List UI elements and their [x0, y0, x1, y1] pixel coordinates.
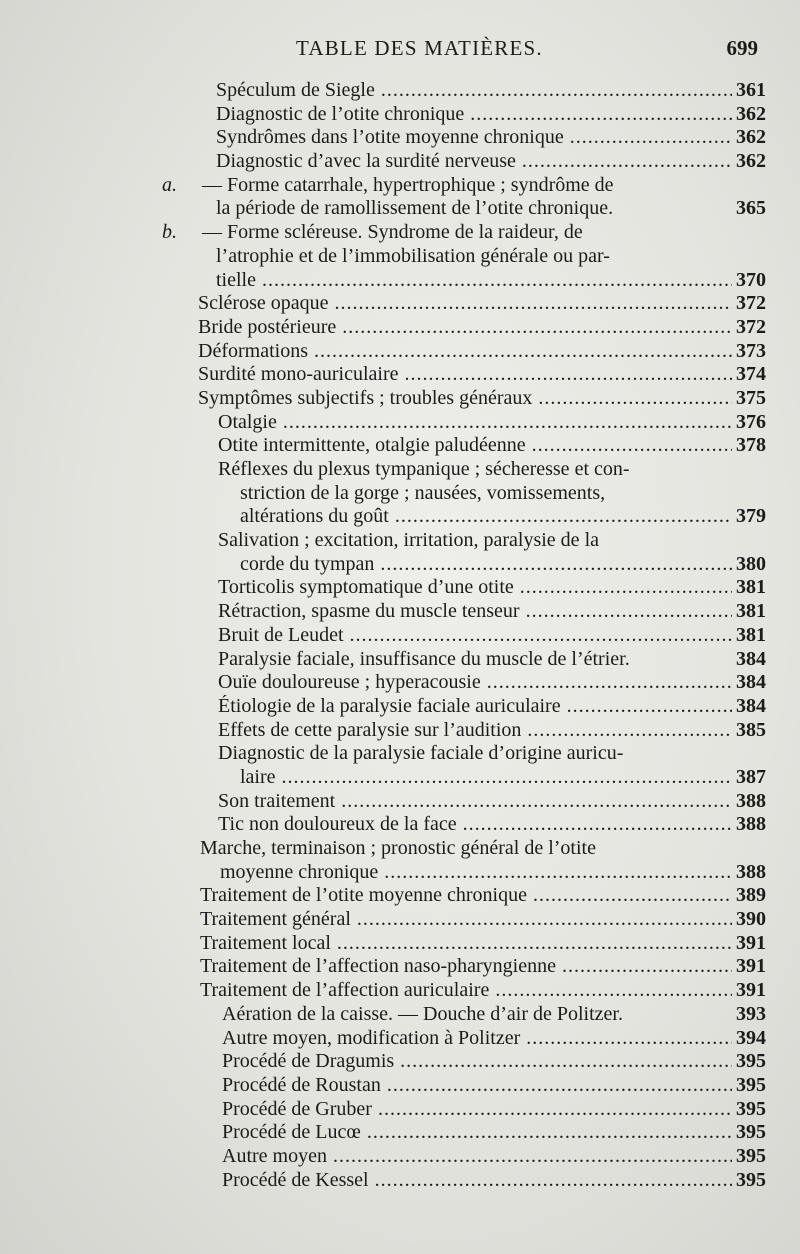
toc-line: [0, 979, 800, 1003]
toc-entry-text: Diagnostic de l’otite chronique .....: [216, 103, 732, 127]
toc-line: [0, 529, 800, 553]
toc-line: [0, 103, 800, 127]
toc-line: [0, 197, 800, 221]
toc-entry-text: Rétraction, spasme du muscle tenseur .....: [218, 600, 732, 624]
toc-entry-text: Son traitement .....: [218, 790, 732, 814]
toc-page-number: 381: [736, 600, 766, 623]
toc-line: [0, 363, 800, 387]
table-of-contents: [0, 79, 800, 1192]
toc-entry-text: Procédé de Kessel .....: [222, 1169, 732, 1193]
toc-entry-text: corde du tympan .....: [240, 553, 732, 577]
toc-line: [0, 955, 800, 979]
toc-page-number: 395: [736, 1073, 766, 1096]
toc-line: [0, 837, 800, 861]
toc-line: [0, 719, 800, 743]
toc-line: [0, 908, 800, 932]
toc-entry-text: Traitement de l’affection naso-pharyngienne .....: [200, 955, 732, 979]
toc-page-number: 374: [736, 363, 766, 386]
toc-page-number: 393: [736, 1002, 766, 1025]
toc-page-number: 365: [736, 197, 766, 220]
toc-line: [0, 150, 800, 174]
toc-line: [0, 648, 800, 672]
toc-entry-text: Bride postérieure .....: [198, 316, 732, 340]
toc-line: [0, 671, 800, 695]
toc-page-number: 362: [736, 102, 766, 125]
toc-line: [0, 695, 800, 719]
toc-page-number: 390: [736, 908, 766, 931]
toc-line: [0, 790, 800, 814]
toc-line: [0, 174, 800, 198]
toc-entry-text: Procédé de Roustan .....: [222, 1074, 732, 1098]
toc-line: [0, 316, 800, 340]
toc-line: [0, 600, 800, 624]
toc-entry-text: Procédé de Lucœ .....: [222, 1121, 732, 1145]
toc-page-number: 375: [736, 386, 766, 409]
toc-line: [0, 1027, 800, 1051]
toc-entry-text: Torticolis symptomatique d’une otite .....: [218, 576, 732, 600]
toc-entry-text: Surdité mono-auriculaire .....: [198, 363, 732, 387]
toc-page-number: 381: [736, 623, 766, 646]
toc-entry-text: Autre moyen, modification à Politzer .....: [222, 1027, 732, 1051]
toc-page-number: 395: [736, 1050, 766, 1073]
toc-page-number: 395: [736, 1144, 766, 1167]
toc-line: [0, 932, 800, 956]
toc-entry-text: la période de ramollissement de l’otite chronique.: [216, 197, 614, 220]
toc-line: [0, 884, 800, 908]
toc-page-number: 387: [736, 765, 766, 788]
toc-line: [0, 458, 800, 482]
toc-page-number: 388: [736, 789, 766, 812]
toc-line: [0, 1121, 800, 1145]
toc-page-number: 395: [736, 1121, 766, 1144]
toc-page-number: 384: [736, 671, 766, 694]
toc-entry-text: — Forme scléreuse. Syndrome de la raideur, de: [202, 221, 583, 244]
toc-entry-text: laire .....: [240, 766, 732, 790]
toc-entry-text: Otite intermittente, otalgie paludéenne .....: [218, 434, 732, 458]
toc-line: [0, 576, 800, 600]
toc-line: [0, 1145, 800, 1169]
toc-line: [0, 624, 800, 648]
toc-entry-text: Spéculum de Siegle .....: [216, 79, 732, 103]
toc-page-number: 362: [736, 150, 766, 173]
toc-page-number: 388: [736, 813, 766, 836]
toc-entry-text: Traitement local .....: [200, 932, 732, 956]
toc-line: [0, 387, 800, 411]
toc-line: [0, 742, 800, 766]
toc-page-number: 385: [736, 718, 766, 741]
toc-entry-text: Bruit de Leudet .....: [218, 624, 732, 648]
toc-line: [0, 1050, 800, 1074]
toc-line: [0, 482, 800, 506]
toc-entry-text: Effets de cette paralysie sur l’audition .....: [218, 719, 732, 743]
toc-line: [0, 1098, 800, 1122]
toc-page-number: 378: [736, 434, 766, 457]
toc-page-number: 388: [736, 860, 766, 883]
toc-entry-text: Autre moyen .....: [222, 1145, 732, 1169]
toc-entry-text: Diagnostic de la paralysie faciale d’origine auricu-: [218, 742, 624, 765]
toc-entry-text: Procédé de Dragumis .....: [222, 1050, 732, 1074]
toc-entry-text: Aération de la caisse. — Douche d’air de Politzer.: [222, 1002, 623, 1025]
toc-line: [0, 221, 800, 245]
running-header: [0, 36, 800, 66]
toc-page-number: 376: [736, 410, 766, 433]
toc-entry-text: Symptômes subjectifs ; troubles généraux .....: [198, 387, 732, 411]
toc-line: [0, 126, 800, 150]
toc-page-number: 384: [736, 694, 766, 717]
toc-page-number: 394: [736, 1026, 766, 1049]
toc-entry-text: — Forme catarrhale, hypertrophique ; syndrôme de: [202, 173, 614, 196]
toc-entry-text: Déformations .....: [198, 340, 732, 364]
toc-page-number: 384: [736, 647, 766, 670]
page-number: 699: [726, 36, 758, 60]
toc-line: [0, 505, 800, 529]
toc-entry-text: Réflexes du plexus tympanique ; sécheresse et con-: [218, 458, 630, 480]
toc-entry-text: Sclérose opaque .....: [198, 292, 732, 316]
toc-entry-text: Marche, terminaison ; pronostic général de l’otite: [200, 837, 596, 859]
toc-entry-text: Procédé de Gruber .....: [222, 1098, 732, 1122]
toc-line: [0, 411, 800, 435]
toc-page-number: 372: [736, 315, 766, 338]
toc-entry-text: Traitement de l’affection auriculaire .....: [200, 979, 732, 1003]
section-marker: b.: [162, 221, 177, 244]
running-title: TABLE DES MATIÈRES.: [296, 36, 543, 60]
toc-entry-text: Traitement de l’otite moyenne chronique .....: [200, 884, 732, 908]
toc-line: [0, 79, 800, 103]
toc-line: [0, 1169, 800, 1193]
toc-entry-text: Syndrômes dans l’otite moyenne chronique .....: [216, 126, 732, 150]
toc-entry-text: Ouïe douloureuse ; hyperacousie .....: [218, 671, 732, 695]
toc-entry-text: l’atrophie et de l’immobilisation générale ou par-: [216, 244, 610, 267]
toc-page-number: 395: [736, 1097, 766, 1120]
toc-page-number: 391: [736, 955, 766, 978]
toc-line: [0, 1074, 800, 1098]
toc-line: [0, 245, 800, 269]
toc-entry-text: striction de la gorge ; nausées, vomissements,: [240, 481, 606, 504]
toc-page-number: 389: [736, 884, 766, 907]
toc-entry-text: Otalgie .....: [218, 411, 732, 435]
toc-entry-text: Paralysie faciale, insuffisance du muscle de l’étrier.: [218, 647, 630, 670]
toc-line: [0, 1003, 800, 1027]
toc-page-number: 361: [736, 79, 766, 101]
toc-entry-text: tielle .....: [216, 269, 732, 293]
toc-page-number: 372: [736, 292, 766, 315]
toc-entry-text: moyenne chronique .....: [220, 861, 732, 885]
toc-page-number: 381: [736, 576, 766, 599]
toc-entry-text: Traitement général .....: [200, 908, 732, 932]
toc-entry-text: Salivation ; excitation, irritation, paralysie de la: [218, 529, 599, 552]
toc-page-number: 380: [736, 552, 766, 575]
toc-page-number: 370: [736, 268, 766, 291]
toc-page-number: 373: [736, 339, 766, 362]
toc-page-number: 395: [736, 1168, 766, 1191]
toc-page-number: 391: [736, 931, 766, 954]
toc-entry-text: Diagnostic d’avec la surdité nerveuse .....: [216, 150, 732, 174]
toc-line: [0, 269, 800, 293]
toc-entry-text: altérations du goût .....: [240, 505, 732, 529]
toc-page-number: 379: [736, 505, 766, 528]
toc-page-number: 391: [736, 979, 766, 1002]
toc-line: [0, 434, 800, 458]
toc-line: [0, 292, 800, 316]
toc-line: [0, 766, 800, 790]
toc-entry-text: Étiologie de la paralysie faciale auriculaire .....: [218, 695, 732, 719]
toc-line: [0, 861, 800, 885]
toc-line: [0, 553, 800, 577]
toc-page-number: 362: [736, 126, 766, 149]
section-marker: a.: [162, 173, 177, 196]
toc-line: [0, 340, 800, 364]
toc-line: [0, 813, 800, 837]
toc-entry-text: Tic non douloureux de la face .....: [218, 813, 732, 837]
